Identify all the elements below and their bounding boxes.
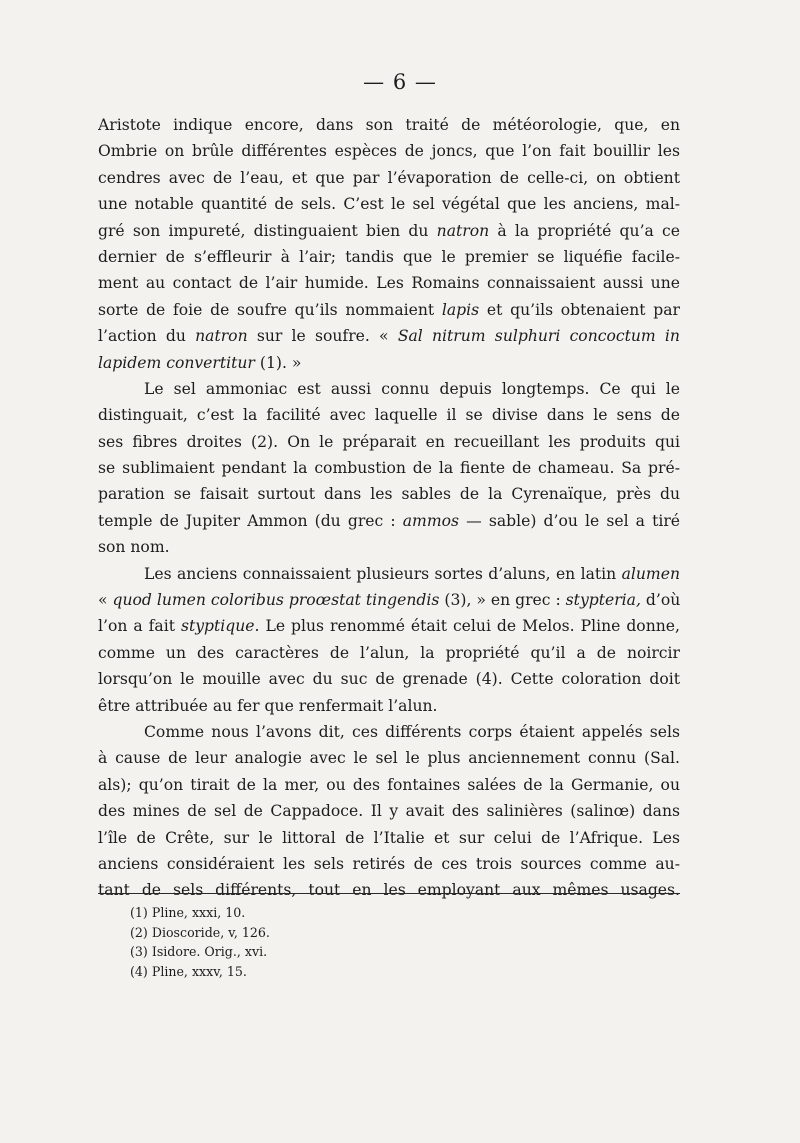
text-line: se sublimaient pendant la combustion de la fiente de chameau. Sa pré- [98,459,680,478]
text-segment: l’action du [98,327,186,346]
text-segment: gré son impureté, distinguaient bien du [98,221,429,240]
footnote-divider [98,893,680,894]
body-text [98,112,680,904]
text-segment: Les anciens connaissaient plusieurs sortes d’aluns, en latin [144,564,617,583]
text-line: son nom. [98,538,170,557]
text-line: Le sel ammoniac est aussi connu depuis longtemps. Ce qui le [144,379,680,398]
text-line: distinguait, c’est la facilité avec laquelle il se divise dans le sens de [98,406,680,425]
text-line: ses fibres droites (2). On le préparait en recueillant les produits qui [98,432,680,451]
italic-term: styptique. [180,617,260,636]
latin-quote: Sal nitrum sulphuri concoctum in [397,327,680,346]
text-line [98,587,680,613]
text-line: lorsqu’on le mouille avec du suc de grenade (4). Cette coloration doit [98,670,680,689]
text-line: Ombrie on brûle différentes espèces de joncs, que l’on fait bouillir les [98,142,680,161]
italic-term: natron [436,221,490,240]
text-line: tant de sels différents, tout en les employant aux mêmes usages. [98,881,680,900]
text-line: Comme nous l’avons dit, ces différents corps étaient appelés sels [144,722,680,741]
text-line: ment au contact de l’air humide. Les Romains connaissaient aussi une [98,274,680,293]
footnote: (1) Pline, xxxi, 10. [130,905,246,920]
text-segment: (3), » en grec : [444,591,561,610]
text-line: comme un des caractères de l’alun, la propriété qu’il a de noircir [98,643,680,662]
footnote: (4) Pline, xxxv, 15. [130,963,247,979]
text-segment: (1). » [259,353,302,372]
text-line: anciens considéraient les sels retirés de ces trois sources comme au- [98,854,680,873]
italic-term: lapis [441,300,480,319]
text-segment: temple de Jupiter Ammon (du grec : [98,511,396,530]
page-number: — 6 — [363,70,437,94]
text-segment: sorte de foie de soufre qu’ils nommaient [98,300,435,319]
text-line [98,613,680,639]
text-line: à cause de leur analogie avec le sel le plus anciennement connu (Sal. [98,749,680,768]
text-segment: l’on a fait [98,617,175,636]
text-segment: Le plus renommé était celui de Melos. Pline donne, [265,617,680,636]
text-line [98,297,680,323]
text-line [98,350,680,376]
text-line: des mines de sel de Cappadoce. Il y avait des salinières (salinœ) dans [98,802,680,821]
text-segment: à la propriété qu’a ce [497,221,680,240]
italic-term: alumen [621,564,680,583]
text-line: cendres avec de l’eau, et que par l’évaporation de celle-ci, on obtient [98,168,680,187]
text-line [98,218,680,244]
text-line [98,561,680,587]
footnote: (2) Dioscoride, v, 126. [130,924,270,940]
latin-quote: quod lumen coloribus proœstat tingendis [112,591,440,610]
text-line: une notable quantité de sels. C’est le sel végétal que les anciens, mal- [98,195,680,214]
text-line: l’île de Crête, sur le littoral de l’Italie et sur celui de l’Afrique. Les [98,828,680,847]
text-segment: d’où [645,591,680,610]
text-line: als); qu’on tirait de la mer, ou des fontaines salées de la Germanie, ou [98,775,680,794]
text-segment: « [98,591,108,610]
italic-term: natron [195,327,248,346]
latin-quote: lapidem convertitur [98,353,255,372]
footnotes [130,903,530,981]
text-line: être attribuée au fer que renfermait l’alun. [98,696,438,715]
text-line: paration se faisait surtout dans les sables de la Cyrenaïque, près du [98,485,680,504]
text-line: Aristote indique encore, dans son traité de météorologie, que, en [98,116,680,134]
text-line: dernier de s’effleurir à l’air; tandis que le premier se liquéfie facile- [98,247,680,266]
italic-term: ammos [402,511,459,530]
text-segment: — sable) d’ou le sel a tiré [466,511,680,530]
text-segment: sur le soufre. « [256,327,389,346]
text-line [98,323,680,349]
text-line [98,508,680,534]
italic-term: stypteria, [565,591,641,610]
footnote: (3) Isidore. Orig., xvi. [130,944,268,959]
text-segment: et qu’ils obtenaient par [486,300,680,319]
